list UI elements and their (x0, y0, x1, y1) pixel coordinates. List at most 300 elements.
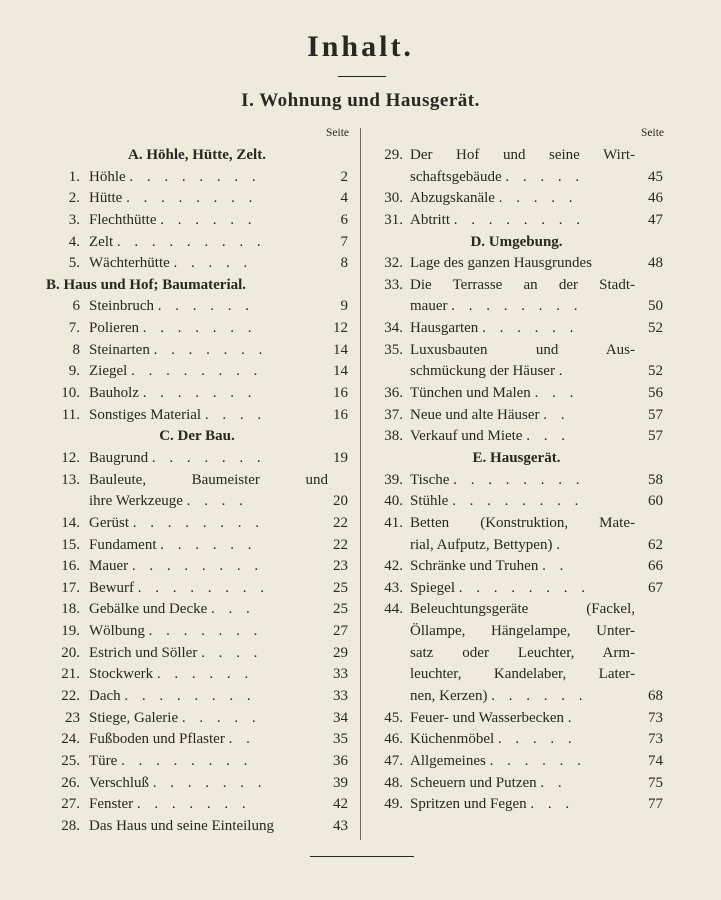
entry-page-number: 34 (333, 709, 348, 726)
entry-title-line (410, 405, 635, 427)
part-heading: I. Wohnung und Hausgerät. (241, 90, 480, 111)
entry-title-line (89, 188, 328, 210)
entry-title: Gerüst (89, 514, 129, 531)
toc-entry (46, 664, 348, 686)
entry-number: 31. (384, 211, 403, 228)
leader-dots: . . . . (186, 493, 248, 510)
entry-page-number: 33 (333, 666, 348, 683)
toc-entry (370, 556, 663, 578)
entry-title: Allgemeines (410, 752, 486, 769)
leader-dots: . . . . . . (160, 536, 257, 553)
entry-title-line (410, 794, 635, 816)
entry-title: Bauholz (89, 385, 139, 402)
entry-title-line (89, 686, 328, 708)
entry-number: 49. (384, 796, 403, 813)
leader-dots: . . . . . . . . (453, 471, 585, 488)
entry-title: Polieren (89, 320, 139, 337)
leader-dots: . . . . . . . . . (116, 233, 266, 250)
toc-entry (46, 253, 348, 275)
entry-title: mauer (410, 298, 448, 315)
entry-title-line (89, 578, 328, 600)
toc-entry (370, 361, 663, 383)
toc-entry (46, 708, 348, 730)
toc-entry (370, 751, 663, 773)
toc-entry (46, 210, 348, 232)
entry-title: Der Hof und seine Wirt- (410, 147, 635, 163)
entry-number: 45. (384, 709, 403, 726)
entry-page-number: 73 (648, 709, 663, 726)
leader-dots: . . . . . . . . (126, 190, 258, 207)
entry-title: Stockwerk (89, 666, 154, 683)
leader-dots: . . (543, 406, 570, 423)
entry-page-number: 43 (333, 817, 348, 834)
entry-page-number: 48 (648, 255, 663, 272)
section-heading: C. Der Bau. (159, 428, 235, 445)
entry-title: Das Haus und seine Einteilung (89, 817, 274, 834)
entry-number: 42. (384, 558, 403, 575)
entry-page-number: 4 (340, 190, 348, 207)
leader-dots: . . . (534, 385, 579, 402)
entry-page-number: 19 (333, 449, 348, 466)
entry-title: Dach (89, 688, 121, 705)
entry-title: Baugrund (89, 449, 149, 466)
entry-page-number: 16 (333, 385, 348, 402)
entry-title-line (410, 426, 635, 448)
toc-entry (370, 296, 663, 318)
entry-number: 21. (61, 666, 80, 683)
entry-number: 36. (384, 385, 403, 402)
entry-title: rial, Aufputz, Bettypen) (410, 536, 553, 553)
entry-title: nen, Kerzen) (410, 688, 488, 705)
toc-entry (46, 448, 348, 470)
entry-title: Gebälke und Decke (89, 601, 208, 618)
entry-page-number: 16 (333, 406, 348, 423)
entry-number: 19. (61, 623, 80, 640)
toc-entry (46, 340, 348, 362)
entry-number: 38. (384, 428, 403, 445)
entry-page-number: 29 (333, 644, 348, 661)
entry-title: Verschluß (89, 774, 149, 791)
entry-title: Fenster (89, 796, 134, 813)
entry-number: 30. (384, 190, 403, 207)
entry-title: Küchenmöbel (410, 731, 495, 748)
entry-title-line (410, 318, 635, 340)
entry-page-number: 2 (340, 168, 348, 185)
entry-title-line (410, 708, 635, 730)
leader-dots: . . . . . (181, 709, 261, 726)
entry-page-number: 56 (648, 385, 663, 402)
leader-dots: . . . . . . . . (137, 579, 269, 596)
entry-number: 44. (384, 601, 403, 618)
leader-dots: . . . . . . . . (132, 514, 264, 531)
entry-title-line (410, 578, 635, 600)
entry-title-line (89, 664, 328, 686)
toc-entry (370, 405, 663, 427)
entry-title: Lage des ganzen Hausgrundes (410, 255, 593, 272)
entry-title-line (410, 621, 635, 643)
entry-title-line (89, 340, 328, 362)
entry-page-number: 6 (340, 211, 348, 228)
entry-title-line (410, 664, 635, 686)
entry-title-line (410, 340, 635, 362)
entry-title: Neue und alte Häuser (410, 406, 540, 423)
entry-number: 7. (68, 320, 80, 337)
entry-page-number: 7 (340, 233, 348, 250)
entry-page-number: 25 (333, 579, 348, 596)
leader-dots: . (556, 536, 565, 553)
entry-number: 11. (61, 406, 80, 423)
entry-page-number: 12 (333, 320, 348, 337)
toc-entry (46, 361, 348, 383)
entry-title: Bauleute, Baumeister und (89, 471, 328, 488)
entry-page-number: 75 (648, 774, 663, 791)
entry-number: 40. (384, 493, 403, 510)
toc-entry (370, 167, 663, 189)
entry-number: 10. (61, 385, 80, 402)
entry-title: Hausgarten (410, 320, 479, 337)
toc-entry (46, 470, 348, 492)
entry-title: Mauer (89, 558, 129, 575)
toc-entry (370, 318, 663, 340)
toc-entry (46, 686, 348, 708)
leader-dots: . . . . . . (157, 298, 254, 315)
entry-title-line (410, 556, 635, 578)
toc-entry (46, 794, 348, 816)
entry-title-line (89, 513, 328, 535)
entry-title: Spiegel (410, 579, 455, 596)
entry-number: 2. (68, 190, 80, 207)
entry-page-number: 58 (648, 471, 663, 488)
leader-dots: . . . . . . . . (129, 168, 261, 185)
toc-entry (370, 340, 663, 362)
entry-number: 20. (61, 644, 80, 661)
entry-number: 4. (68, 233, 80, 250)
column-divider (360, 128, 361, 840)
entry-page-number: 36 (333, 752, 348, 769)
entry-title-line (410, 729, 635, 751)
entry-number: 1. (68, 168, 80, 185)
entry-number: 6 (72, 298, 80, 315)
entry-title-line (410, 513, 635, 535)
entry-number: 26. (61, 774, 80, 791)
entry-title: schmückung der Häuser (410, 363, 555, 380)
entry-page-number: 57 (648, 428, 663, 445)
leader-dots: . . . . . (505, 168, 585, 185)
entry-title-line (89, 729, 328, 751)
entry-page-number: 27 (333, 623, 348, 640)
entry-title: Hütte (89, 190, 123, 207)
toc-entry (46, 491, 348, 513)
entry-number: 48. (384, 774, 403, 791)
toc-entry (46, 535, 348, 557)
leader-dots: . . (228, 731, 255, 748)
toc-entry (370, 708, 663, 730)
entry-title-line (410, 167, 635, 189)
entry-title: Flechthütte (89, 211, 157, 228)
toc-entry (46, 383, 348, 405)
toc-entry (46, 816, 348, 838)
leader-dots: . . . . . . . . (451, 298, 583, 315)
entry-title: Steinbruch (89, 298, 154, 315)
entry-title-line (410, 275, 635, 297)
toc-entry (370, 773, 663, 795)
entry-title: Ziegel (89, 363, 128, 380)
entry-title: leuchter, Kandelaber, Later- (410, 666, 635, 683)
entry-number: 39. (384, 471, 403, 488)
leader-dots: . . . . . . (156, 666, 254, 683)
leader-dots: . . . . . (173, 255, 253, 272)
entry-title-line (89, 621, 328, 643)
leader-dots: . . . . . . . . (131, 363, 263, 380)
leader-dots: . . . . . . . . (121, 752, 253, 769)
entry-title-line (89, 773, 328, 795)
entry-number: 16. (61, 558, 80, 575)
toc-entry (46, 751, 348, 773)
toc-entry (370, 513, 663, 535)
leader-dots: . . . . . . . (151, 449, 266, 466)
entry-title-line (89, 751, 328, 773)
entry-page-number: 50 (648, 298, 663, 315)
entry-title-line (89, 232, 328, 254)
entry-title: Die Terrasse an der Stadt- (410, 276, 635, 293)
entry-title: Fußboden und Pflaster (89, 731, 225, 748)
toc-entry (46, 578, 348, 600)
bottom-rule (310, 856, 414, 857)
entry-page-number: 68 (648, 688, 663, 705)
entry-title: Stühle (410, 493, 449, 510)
leader-dots: . . . . . . (491, 688, 588, 705)
toc-entry (46, 296, 348, 318)
entry-number: 43. (384, 579, 403, 596)
toc-entry (370, 621, 663, 643)
entry-title: Zelt (89, 233, 114, 250)
toc-entry (370, 210, 663, 232)
entry-page-number: 66 (648, 558, 663, 575)
entry-title: ihre Werkzeuge (89, 493, 183, 510)
entry-title-line (89, 535, 328, 557)
toc-entry (370, 145, 663, 167)
leader-dots: . (558, 363, 568, 380)
toc-column-right (370, 145, 663, 816)
entry-title-line (89, 470, 328, 492)
section-heading: B. Haus und Hof; Baumaterial. (46, 276, 247, 293)
entry-page-number: 67 (648, 579, 663, 596)
entry-number: 46. (384, 731, 403, 748)
entry-number: 22. (61, 688, 80, 705)
leader-dots: . . . . . . . (142, 385, 257, 402)
leader-dots: . . . . . . . (153, 341, 268, 358)
entry-number: 14. (61, 514, 80, 531)
entry-number: 35. (384, 341, 403, 358)
leader-dots: . . . . . . . . (452, 493, 584, 510)
leader-dots: . (567, 709, 577, 726)
leader-dots: . . . . . . . . (131, 558, 264, 575)
entry-number: 33. (384, 276, 403, 293)
entry-page-number: 52 (648, 320, 663, 337)
entry-page-number: 14 (333, 341, 348, 358)
entry-page-number: 33 (333, 688, 348, 705)
toc-entry (46, 773, 348, 795)
entry-page-number: 74 (648, 752, 663, 769)
entry-number: 32. (384, 255, 403, 272)
entry-title: Beleuchtungsgeräte (Fackel, (410, 601, 635, 618)
entry-title: Höhle (89, 168, 126, 185)
entry-title: Türe (89, 752, 118, 769)
entry-number: 23 (65, 709, 80, 726)
entry-number: 9. (68, 363, 80, 380)
entry-title-line (89, 643, 328, 665)
toc-entry (370, 470, 663, 492)
entry-number: 37. (384, 406, 403, 423)
toc-entry (370, 491, 663, 513)
entry-title-line (89, 491, 328, 513)
toc-entry (370, 535, 663, 557)
toc-entry (46, 621, 348, 643)
entry-page-number: 23 (333, 558, 348, 575)
entry-page-number: 8 (340, 255, 348, 272)
entry-number: 12. (61, 449, 80, 466)
entry-title: satz oder Leuchter, Arm- (410, 644, 635, 661)
entry-page-number: 45 (648, 168, 663, 185)
entry-title: Tünchen und Malen (410, 385, 531, 402)
leader-dots: . . . . . . . (148, 623, 263, 640)
entry-title-line (410, 643, 635, 665)
entry-title: Abtritt (410, 211, 450, 228)
toc-entry (370, 383, 663, 405)
entry-page-number: 14 (333, 363, 348, 380)
toc-entry (370, 188, 663, 210)
entry-title-line (89, 556, 328, 578)
entry-page-number: 20 (333, 493, 348, 510)
entry-title: Öllampe, Hängelampe, Unter- (410, 623, 635, 640)
leader-dots: . . . . . (498, 190, 578, 207)
entry-title: Feuer- und Wasserbecken (410, 709, 564, 726)
entry-title-line (410, 535, 635, 557)
leader-dots: . . . . . (497, 731, 577, 748)
leader-dots: . . . . (204, 406, 267, 423)
entry-title: Scheuern und Putzen (410, 774, 537, 791)
leader-dots: . . . . . . . . (124, 688, 256, 705)
entry-title-line (89, 318, 328, 340)
entry-title-line (410, 686, 635, 708)
leader-dots: . . . . . . (160, 211, 257, 228)
toc-entry (370, 686, 663, 708)
entry-number: 28. (61, 817, 80, 834)
entry-title-line (410, 145, 635, 167)
toc-entry (46, 188, 348, 210)
entry-title: Wölbung (89, 623, 145, 640)
entry-page-number: 22 (333, 514, 348, 531)
entry-title: Fundament (89, 536, 157, 553)
leader-dots: . . . (530, 796, 575, 813)
entry-title: Schränke und Truhen (410, 558, 539, 575)
entry-page-number: 9 (340, 298, 348, 315)
leader-dots: . . . . . . . . (458, 579, 590, 596)
entry-number: 41. (384, 514, 403, 531)
entry-title-line (89, 296, 328, 318)
entry-title-line (89, 210, 328, 232)
entry-title-line (410, 470, 635, 492)
entry-title-line (89, 253, 328, 275)
entry-title-line (89, 708, 328, 730)
toc-entry (370, 253, 663, 275)
toc-entry (46, 167, 348, 189)
leader-dots: . . . (526, 428, 570, 445)
leader-dots: . . . . (201, 644, 263, 661)
entry-title-line (410, 773, 635, 795)
entry-title-line (410, 383, 635, 405)
leader-dots: . . . (211, 601, 255, 618)
entry-page-number: 47 (648, 211, 663, 228)
toc-entry (370, 664, 663, 686)
section-heading: D. Umgebung. (470, 233, 563, 250)
entry-page-number: 57 (648, 406, 663, 423)
toc-entry (370, 643, 663, 665)
entry-number: 15. (61, 536, 80, 553)
entry-page-number: 25 (333, 601, 348, 618)
leader-dots: . . . . . . . (136, 796, 251, 813)
entry-page-number: 60 (648, 493, 663, 510)
entry-title: Wächterhütte (89, 255, 170, 272)
entry-title: Estrich und Söller (89, 644, 198, 661)
toc-entry (370, 599, 663, 621)
entry-page-number: 22 (333, 536, 348, 553)
entry-title-line (89, 405, 328, 427)
entry-number: 3. (68, 211, 80, 228)
entry-page-number: 52 (648, 363, 663, 380)
entry-page-number: 46 (648, 190, 663, 207)
entry-title: Stiege, Galerie (89, 709, 179, 726)
entry-title: Bewurf (89, 579, 134, 596)
leader-dots: . . . . . . . (142, 320, 257, 337)
entry-title: Steinarten (89, 341, 150, 358)
entry-page-number: 35 (333, 731, 348, 748)
entry-number: 25. (61, 752, 80, 769)
toc-entry (46, 729, 348, 751)
entry-title: Tische (410, 471, 450, 488)
entry-title: schaftsgebäude (410, 168, 502, 185)
leader-dots: . . (540, 774, 567, 791)
toc-entry (46, 599, 348, 621)
entry-title-line (89, 816, 328, 838)
toc-entry (370, 794, 663, 816)
entry-page-number: 77 (648, 796, 663, 813)
entry-page-number: 39 (333, 774, 348, 791)
entry-title: Luxusbauten und Aus- (410, 341, 635, 358)
entry-title-line (89, 794, 328, 816)
entry-title-line (410, 210, 635, 232)
entry-title-line (410, 491, 635, 513)
entry-title-line (89, 599, 328, 621)
entry-number: 18. (61, 601, 80, 618)
entry-number: 27. (61, 796, 80, 813)
section-heading: E. Hausgerät. (472, 449, 561, 466)
leader-dots: . . . . . . (482, 320, 579, 337)
toc-entry (46, 556, 348, 578)
entry-number: 29. (384, 147, 403, 163)
seite-label-left: Seite (326, 127, 349, 139)
entry-page-number: 42 (333, 796, 348, 813)
toc-entry (46, 513, 348, 535)
entry-title: Sonstiges Material (89, 406, 202, 423)
entry-page-number: 62 (648, 536, 663, 553)
toc-entry (370, 275, 663, 297)
entry-title: Spritzen und Fegen (410, 796, 527, 813)
entry-title-line (89, 361, 328, 383)
leader-dots: . . . . . . (489, 752, 586, 769)
leader-dots: . . (542, 558, 569, 575)
toc-entry (46, 232, 348, 254)
